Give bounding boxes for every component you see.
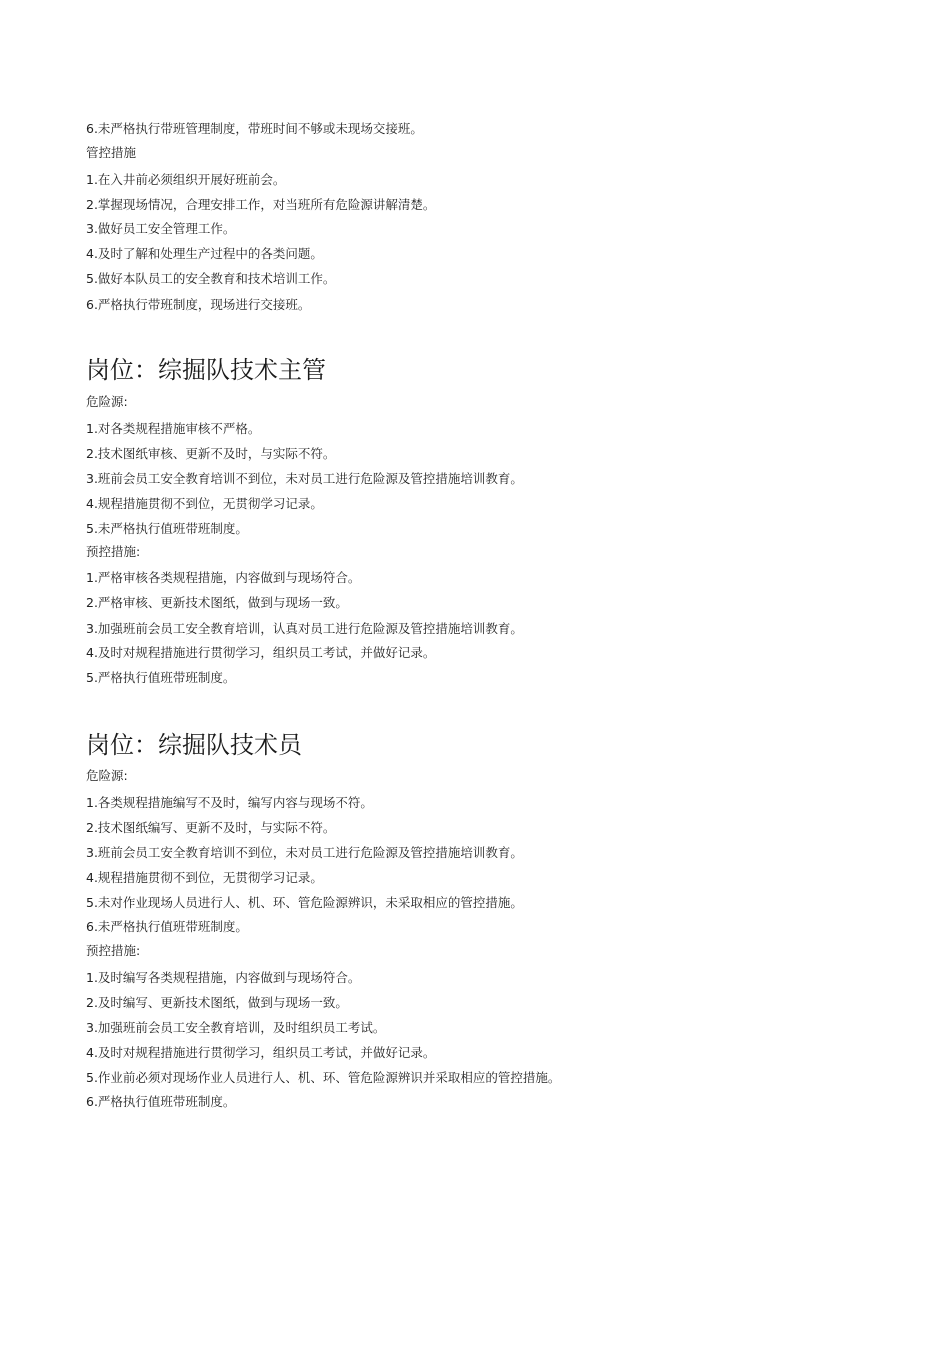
text-line: 4.及时对规程措施进行贯彻学习，组织员工考试，并做好记录。 xyxy=(86,1045,436,1060)
text-line: 5.做好本队员工的安全教育和技术培训工作。 xyxy=(86,271,336,286)
subheading-control-measures: 管控措施 xyxy=(86,145,137,160)
text-line: 2.掌握现场情况，合理安排工作，对当班所有危险源讲解清楚。 xyxy=(86,197,436,212)
text-line: 5.严格执行值班带班制度。 xyxy=(86,670,236,685)
text-line: 6.未严格执行值班带班制度。 xyxy=(86,919,248,934)
section-heading-tech-supervisor: 岗位：综掘队技术主管 xyxy=(86,356,326,384)
text-line: 1.及时编写各类规程措施，内容做到与现场符合。 xyxy=(86,970,361,985)
text-line: 2.技术图纸审核、更新不及时，与实际不符。 xyxy=(86,446,336,461)
text-line: 4.规程措施贯彻不到位，无贯彻学习记录。 xyxy=(86,496,323,511)
text-line: 2.严格审核、更新技术图纸，做到与现场一致。 xyxy=(86,595,348,610)
text-line: 3.班前会员工安全教育培训不到位，未对员工进行危险源及管控措施培训教育。 xyxy=(86,845,523,860)
text-line: 4.及时了解和处理生产过程中的各类问题。 xyxy=(86,246,323,261)
text-line: 3.加强班前会员工安全教育培训，认真对员工进行危险源及管控措施培训教育。 xyxy=(86,621,523,636)
text-line: 3.加强班前会员工安全教育培训，及时组织员工考试。 xyxy=(86,1020,386,1035)
subheading-preventive-measures: 预控措施: xyxy=(86,544,141,559)
text-line: 1.各类规程措施编写不及时，编写内容与现场不符。 xyxy=(86,795,373,810)
text-line: 5.作业前必须对现场作业人员进行人、机、环、管危险源辨识并采取相应的管控措施。 xyxy=(86,1070,561,1085)
text-line: 3.班前会员工安全教育培训不到位，未对员工进行危险源及管控措施培训教育。 xyxy=(86,471,523,486)
text-line: 6.严格执行值班带班制度。 xyxy=(86,1094,236,1109)
subheading-hazards: 危险源: xyxy=(86,768,128,783)
text-line: 5.未严格执行值班带班制度。 xyxy=(86,521,248,536)
text-line: 5.未对作业现场人员进行人、机、环、管危险源辨识，未采取相应的管控措施。 xyxy=(86,895,523,910)
subheading-preventive-measures: 预控措施: xyxy=(86,943,141,958)
text-line: 6.未严格执行带班管理制度，带班时间不够或未现场交接班。 xyxy=(86,121,423,136)
subheading-hazards: 危险源: xyxy=(86,394,128,409)
text-line: 1.对各类规程措施审核不严格。 xyxy=(86,421,261,436)
text-line: 4.规程措施贯彻不到位，无贯彻学习记录。 xyxy=(86,870,323,885)
text-line: 2.技术图纸编写、更新不及时，与实际不符。 xyxy=(86,820,336,835)
text-line: 3.做好员工安全管理工作。 xyxy=(86,221,236,236)
text-line: 6.严格执行带班制度，现场进行交接班。 xyxy=(86,297,311,312)
text-line: 2.及时编写、更新技术图纸，做到与现场一致。 xyxy=(86,995,348,1010)
text-line: 1.严格审核各类规程措施，内容做到与现场符合。 xyxy=(86,570,361,585)
text-line: 4.及时对规程措施进行贯彻学习，组织员工考试，并做好记录。 xyxy=(86,645,436,660)
text-line: 1.在入井前必须组织开展好班前会。 xyxy=(86,172,286,187)
section-heading-technician: 岗位：综掘队技术员 xyxy=(86,731,302,759)
